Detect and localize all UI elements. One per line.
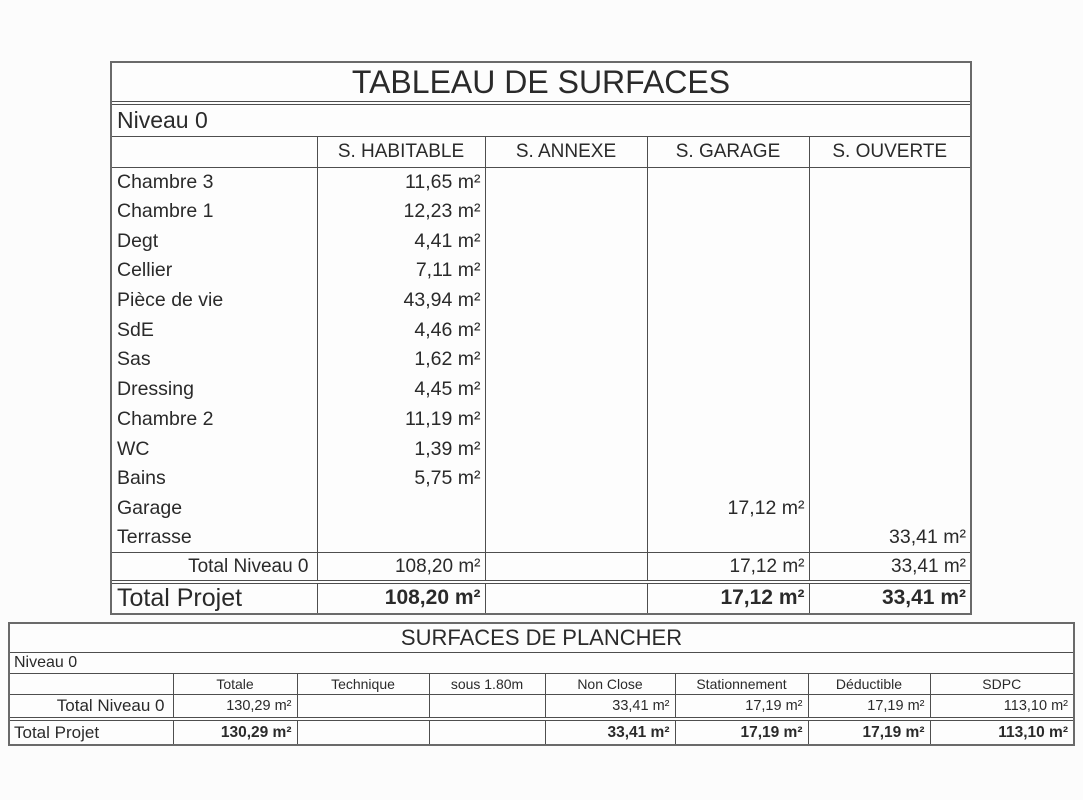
total-project-sous-180 xyxy=(429,719,545,744)
value-annexe xyxy=(485,286,647,316)
total-level-totale: 130,29 m² xyxy=(173,694,297,719)
room-label: Sas xyxy=(117,348,151,371)
value-garage xyxy=(647,345,809,375)
table-row xyxy=(112,494,970,524)
value-ouverte xyxy=(809,226,970,256)
table-row xyxy=(112,523,970,553)
room-label: Chambre 2 xyxy=(117,407,214,430)
value-annexe xyxy=(485,345,647,375)
room-label: Cellier xyxy=(117,259,173,282)
value-garage xyxy=(647,256,809,286)
value-ouverte xyxy=(809,494,970,524)
col-header-sous-180: sous 1.80m xyxy=(429,674,545,694)
value-garage xyxy=(647,286,809,316)
table-row xyxy=(112,197,970,227)
value-habitable: 4,46 m² xyxy=(317,315,485,345)
col-header-technique: Technique xyxy=(297,674,429,694)
value-ouverte xyxy=(809,315,970,345)
total-project-row xyxy=(10,719,1073,744)
value-garage xyxy=(647,197,809,227)
value-habitable: 12,23 m² xyxy=(317,197,485,227)
room-label: Degt xyxy=(117,229,159,252)
room-label: Terrasse xyxy=(117,526,192,549)
value-garage xyxy=(647,523,809,553)
col-header-garage: S. GARAGE xyxy=(647,137,809,167)
value-ouverte xyxy=(809,464,970,494)
value-habitable: 7,11 m² xyxy=(317,256,485,286)
value-ouverte xyxy=(809,345,970,375)
room-label: Pièce de vie xyxy=(117,289,224,312)
col-header-non-close: Non Close xyxy=(545,674,675,694)
total-level-deductible: 17,19 m² xyxy=(808,694,930,719)
value-annexe xyxy=(485,226,647,256)
total-level-row xyxy=(112,553,970,582)
value-habitable: 11,65 m² xyxy=(317,167,485,197)
table-row xyxy=(112,434,970,464)
table-row xyxy=(112,286,970,316)
value-habitable: 4,41 m² xyxy=(317,226,485,256)
value-ouverte xyxy=(809,167,970,197)
table-row xyxy=(112,167,970,197)
value-ouverte xyxy=(809,286,970,316)
total-project-totale: 130,29 m² xyxy=(173,719,297,744)
table-row xyxy=(112,315,970,345)
total-level-label: Total Niveau 0 xyxy=(56,695,165,715)
total-level-stationnement: 17,19 m² xyxy=(675,694,808,719)
value-ouverte xyxy=(809,434,970,464)
value-habitable: 43,94 m² xyxy=(317,286,485,316)
room-label: Chambre 1 xyxy=(117,200,214,223)
table-surfaces-level-label: Niveau 0 xyxy=(112,105,970,137)
value-garage xyxy=(647,464,809,494)
total-project-label: Total Projet xyxy=(112,582,317,613)
col-header-deductible: Déductible xyxy=(808,674,930,694)
table-surfaces-title: TABLEAU DE SURFACES xyxy=(112,63,970,105)
room-label: SdE xyxy=(117,318,154,341)
value-ouverte xyxy=(809,405,970,435)
room-label: Bains xyxy=(117,467,166,490)
value-annexe xyxy=(485,256,647,286)
table-row xyxy=(112,226,970,256)
table-plancher-header-row xyxy=(10,674,1073,694)
room-label: WC xyxy=(117,437,150,460)
total-level-sdpc: 113,10 m² xyxy=(930,694,1073,719)
value-habitable: 4,45 m² xyxy=(317,375,485,405)
total-level-garage: 17,12 m² xyxy=(647,553,809,582)
value-annexe xyxy=(485,375,647,405)
value-annexe xyxy=(485,197,647,227)
value-habitable: 11,19 m² xyxy=(317,405,485,435)
col-header-blank xyxy=(112,137,317,167)
total-project-garage: 17,12 m² xyxy=(647,582,809,613)
room-label: Garage xyxy=(117,496,183,519)
value-ouverte xyxy=(809,256,970,286)
table-surfaces xyxy=(110,61,972,615)
table-plancher xyxy=(8,622,1075,746)
total-level-habitable: 108,20 m² xyxy=(317,553,485,582)
total-project-annexe xyxy=(485,582,647,613)
table-row xyxy=(112,464,970,494)
table-plancher-title: SURFACES DE PLANCHER xyxy=(10,624,1073,653)
total-level-annexe xyxy=(485,553,647,582)
total-level-ouverte: 33,41 m² xyxy=(809,553,970,582)
total-project-habitable: 108,20 m² xyxy=(317,582,485,613)
room-label: Chambre 3 xyxy=(117,170,214,193)
total-level-non-close: 33,41 m² xyxy=(545,694,675,719)
value-annexe xyxy=(485,523,647,553)
total-project-stationnement: 17,19 m² xyxy=(675,719,808,744)
total-level-label: Total Niveau 0 xyxy=(112,553,317,582)
value-annexe xyxy=(485,405,647,435)
table-row xyxy=(112,375,970,405)
total-project-sdpc: 113,10 m² xyxy=(930,719,1073,744)
col-header-totale: Totale xyxy=(173,674,297,694)
value-annexe xyxy=(485,167,647,197)
value-garage xyxy=(647,315,809,345)
value-ouverte: 33,41 m² xyxy=(809,523,970,553)
total-project-label: Total Projet xyxy=(10,719,173,744)
value-ouverte xyxy=(809,375,970,405)
total-level-technique xyxy=(297,694,429,719)
value-garage xyxy=(647,226,809,256)
table-surfaces-header-row xyxy=(112,137,970,167)
value-annexe xyxy=(485,434,647,464)
total-project-technique xyxy=(297,719,429,744)
value-garage xyxy=(647,167,809,197)
col-header-habitable: S. HABITABLE xyxy=(317,137,485,167)
value-annexe xyxy=(485,494,647,524)
total-project-row xyxy=(112,582,970,613)
table-row xyxy=(112,345,970,375)
room-label: Dressing xyxy=(117,378,194,401)
total-level-sous-180 xyxy=(429,694,545,719)
value-annexe xyxy=(485,315,647,345)
table-row xyxy=(112,256,970,286)
total-project-ouverte: 33,41 m² xyxy=(809,582,970,613)
value-habitable xyxy=(317,494,485,524)
table-plancher-level-label: Niveau 0 xyxy=(10,653,1073,674)
table-plancher-grid xyxy=(10,674,1073,744)
col-header-blank xyxy=(10,674,173,694)
table-row xyxy=(112,405,970,435)
value-habitable xyxy=(317,523,485,553)
table-surfaces-grid xyxy=(112,137,970,613)
value-annexe xyxy=(485,464,647,494)
total-project-non-close: 33,41 m² xyxy=(545,719,675,744)
value-ouverte xyxy=(809,197,970,227)
col-header-sdpc: SDPC xyxy=(930,674,1073,694)
value-garage: 17,12 m² xyxy=(647,494,809,524)
value-garage xyxy=(647,434,809,464)
value-habitable: 1,62 m² xyxy=(317,345,485,375)
value-habitable: 5,75 m² xyxy=(317,464,485,494)
col-header-ouverte: S. OUVERTE xyxy=(809,137,970,167)
total-level-row xyxy=(10,694,1073,719)
total-project-deductible: 17,19 m² xyxy=(808,719,930,744)
value-garage xyxy=(647,375,809,405)
col-header-annexe: S. ANNEXE xyxy=(485,137,647,167)
value-garage xyxy=(647,405,809,435)
col-header-stationnement: Stationnement xyxy=(675,674,808,694)
value-habitable: 1,39 m² xyxy=(317,434,485,464)
